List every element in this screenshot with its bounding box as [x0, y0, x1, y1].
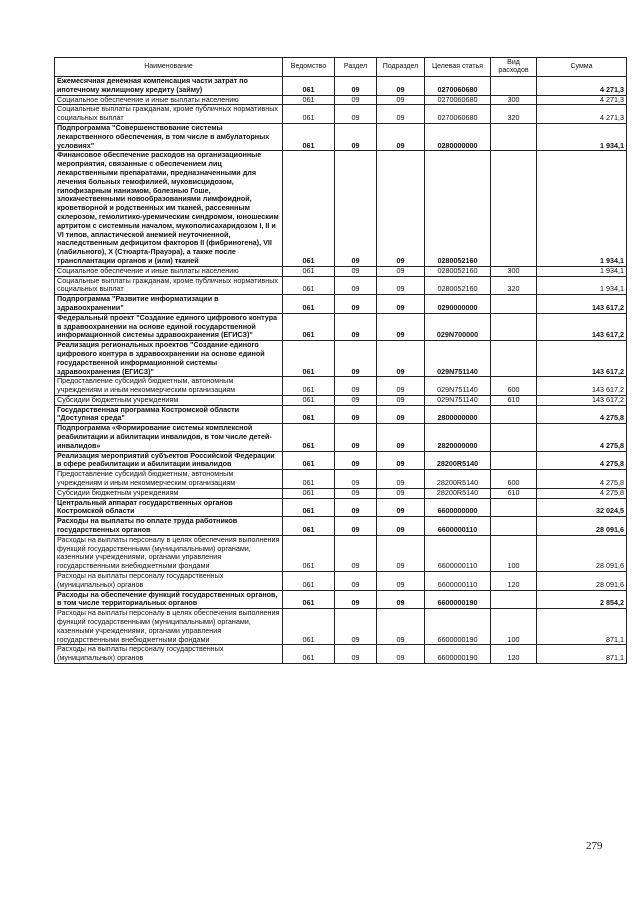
cell-dept: 061	[283, 395, 335, 405]
cell-subsection: 09	[377, 77, 425, 96]
cell-section: 09	[335, 377, 377, 396]
cell-name: Расходы на выплаты персоналу в целях обеспечения выполнения функций государственными (муниципальными) органами, казенными учреждениями, органами управления государственными внебюджетными фондами	[55, 609, 283, 645]
cell-target: 029N700000	[425, 313, 491, 340]
cell-sum: 28 091,6	[537, 572, 627, 591]
cell-exp-type	[491, 405, 537, 424]
cell-exp-type	[491, 295, 537, 314]
cell-target: 029N751140	[425, 377, 491, 396]
cell-subsection: 09	[377, 498, 425, 517]
cell-name: Центральный аппарат государственных органов Костромской области	[55, 498, 283, 517]
cell-exp-type	[491, 451, 537, 470]
table-row	[55, 77, 627, 96]
cell-dept: 061	[283, 535, 335, 571]
cell-dept: 061	[283, 424, 335, 451]
cell-dept: 061	[283, 341, 335, 377]
cell-sum: 1 934,1	[537, 276, 627, 295]
cell-section: 09	[335, 105, 377, 124]
table-row	[55, 572, 627, 591]
cell-name: Предоставление субсидий бюджетным, автономным учреждениям и иным некоммерческим организациям	[55, 377, 283, 396]
cell-exp-type	[491, 341, 537, 377]
cell-sum: 4 271,3	[537, 95, 627, 105]
cell-exp-type	[491, 424, 537, 451]
cell-sum: 4 275,8	[537, 451, 627, 470]
cell-subsection: 09	[377, 395, 425, 405]
cell-name: Подпрограмма "Развитие информатизации в здравоохранении"	[55, 295, 283, 314]
cell-dept: 061	[283, 276, 335, 295]
cell-dept: 061	[283, 609, 335, 645]
cell-name: Реализация мероприятий субъектов Российской Федерации в сфере реабилитации и абилитации инвалидов	[55, 451, 283, 470]
cell-name: Расходы на выплаты персоналу в целях обеспечения выполнения функций государственными (муниципальными) органами, казенными учреждениями, органами управления государственными внебюджетными фондами	[55, 535, 283, 571]
cell-sum: 32 024,5	[537, 498, 627, 517]
table-row	[55, 395, 627, 405]
budget-table	[54, 57, 627, 664]
header-section: Раздел	[335, 58, 377, 77]
cell-section: 09	[335, 266, 377, 276]
cell-target: 0280052160	[425, 266, 491, 276]
cell-sum: 4 271,3	[537, 105, 627, 124]
table-header-row	[55, 58, 627, 77]
cell-name: Предоставление субсидий бюджетным, автономным учреждениям и иным некоммерческим организациям	[55, 470, 283, 489]
cell-section: 09	[335, 451, 377, 470]
cell-target: 2820000000	[425, 424, 491, 451]
cell-exp-type: 300	[491, 266, 537, 276]
cell-sum: 28 091,6	[537, 535, 627, 571]
cell-exp-type: 600	[491, 377, 537, 396]
cell-subsection: 09	[377, 105, 425, 124]
cell-exp-type: 600	[491, 470, 537, 489]
cell-subsection: 09	[377, 609, 425, 645]
cell-target: 28200R5140	[425, 488, 491, 498]
cell-sum: 871,1	[537, 645, 627, 664]
cell-dept: 061	[283, 295, 335, 314]
cell-section: 09	[335, 276, 377, 295]
cell-exp-type: 100	[491, 535, 537, 571]
cell-section: 09	[335, 488, 377, 498]
cell-section: 09	[335, 313, 377, 340]
table-row	[55, 151, 627, 266]
cell-exp-type: 100	[491, 609, 537, 645]
cell-section: 09	[335, 424, 377, 451]
cell-name: Ежемесячная денежная компенсация части затрат по ипотечному жилищному кредиту (займу)	[55, 77, 283, 96]
cell-subsection: 09	[377, 470, 425, 489]
cell-section: 09	[335, 498, 377, 517]
cell-subsection: 09	[377, 151, 425, 266]
cell-subsection: 09	[377, 266, 425, 276]
cell-target: 6600000110	[425, 517, 491, 536]
cell-name: Социальное обеспечение и иные выплаты населению	[55, 95, 283, 105]
header-subsection: Подраздел	[377, 58, 425, 77]
cell-target: 029N751140	[425, 395, 491, 405]
cell-section: 09	[335, 590, 377, 609]
cell-sum: 1 934,1	[537, 123, 627, 150]
cell-dept: 061	[283, 488, 335, 498]
page-number: 279	[586, 840, 603, 852]
cell-sum: 1 934,1	[537, 151, 627, 266]
cell-dept: 061	[283, 517, 335, 536]
cell-dept: 061	[283, 123, 335, 150]
cell-name: Расходы на выплаты персоналу государственных (муниципальных) органов	[55, 645, 283, 664]
cell-dept: 061	[283, 590, 335, 609]
cell-exp-type: 320	[491, 105, 537, 124]
cell-exp-type	[491, 77, 537, 96]
cell-exp-type: 320	[491, 276, 537, 295]
cell-sum: 4 275,8	[537, 488, 627, 498]
cell-target: 0270060680	[425, 105, 491, 124]
table-row	[55, 424, 627, 451]
cell-dept: 061	[283, 77, 335, 96]
table-body	[55, 77, 627, 664]
cell-target: 029N751140	[425, 341, 491, 377]
cell-target: 6600000190	[425, 609, 491, 645]
cell-subsection: 09	[377, 451, 425, 470]
cell-exp-type	[491, 151, 537, 266]
table-row	[55, 377, 627, 396]
cell-name: Подпрограмма "Совершенствование системы лекарственного обеспечения, в том числе в амбулаторных условиях"	[55, 123, 283, 150]
cell-subsection: 09	[377, 517, 425, 536]
table-row	[55, 341, 627, 377]
cell-section: 09	[335, 95, 377, 105]
cell-section: 09	[335, 609, 377, 645]
cell-name: Расходы на выплаты персоналу государственных (муниципальных) органов	[55, 572, 283, 591]
cell-subsection: 09	[377, 405, 425, 424]
header-sum: Сумма	[537, 58, 627, 77]
cell-exp-type	[491, 123, 537, 150]
cell-section: 09	[335, 470, 377, 489]
cell-exp-type: 300	[491, 95, 537, 105]
cell-target: 0290000000	[425, 295, 491, 314]
cell-subsection: 09	[377, 341, 425, 377]
cell-section: 09	[335, 395, 377, 405]
table-row	[55, 405, 627, 424]
cell-dept: 061	[283, 95, 335, 105]
header-dept: Ведомство	[283, 58, 335, 77]
cell-target: 2800000000	[425, 405, 491, 424]
cell-exp-type	[491, 313, 537, 340]
cell-section: 09	[335, 572, 377, 591]
cell-dept: 061	[283, 645, 335, 664]
cell-subsection: 09	[377, 377, 425, 396]
cell-target: 6600000000	[425, 498, 491, 517]
table-row	[55, 517, 627, 536]
cell-name: Социальные выплаты гражданам, кроме публичных нормативных социальных выплат	[55, 105, 283, 124]
table-row	[55, 535, 627, 571]
cell-dept: 061	[283, 377, 335, 396]
table-row	[55, 488, 627, 498]
cell-sum: 143 617,2	[537, 395, 627, 405]
cell-exp-type	[491, 498, 537, 517]
cell-section: 09	[335, 405, 377, 424]
cell-subsection: 09	[377, 488, 425, 498]
cell-section: 09	[335, 123, 377, 150]
cell-target: 6600000190	[425, 590, 491, 609]
table-row	[55, 105, 627, 124]
cell-target: 6600000110	[425, 535, 491, 571]
table-row	[55, 266, 627, 276]
cell-target: 28200R5140	[425, 470, 491, 489]
cell-dept: 061	[283, 572, 335, 591]
cell-subsection: 09	[377, 572, 425, 591]
cell-name: Государственная программа Костромской области "Доступная среда"	[55, 405, 283, 424]
table-row	[55, 470, 627, 489]
cell-name: Федеральный проект "Создание единого цифрового контура в здравоохранении на основе единой государственной информационной системы здравоохранения (ЕГИСЗ)"	[55, 313, 283, 340]
cell-subsection: 09	[377, 424, 425, 451]
cell-sum: 4 275,8	[537, 405, 627, 424]
cell-exp-type: 610	[491, 488, 537, 498]
cell-dept: 061	[283, 470, 335, 489]
cell-sum: 4 275,8	[537, 470, 627, 489]
cell-sum: 143 617,2	[537, 313, 627, 340]
cell-section: 09	[335, 517, 377, 536]
cell-exp-type: 610	[491, 395, 537, 405]
cell-sum: 28 091,6	[537, 517, 627, 536]
cell-target: 0280052160	[425, 276, 491, 295]
cell-section: 09	[335, 535, 377, 571]
table-row	[55, 590, 627, 609]
cell-name: Реализация региональных проектов "Создание единого цифрового контура в здравоохранении на основе единой государственной информационной системы здравоохранения (ЕГИСЗ)"	[55, 341, 283, 377]
cell-dept: 061	[283, 151, 335, 266]
cell-dept: 061	[283, 405, 335, 424]
cell-target: 6600000190	[425, 645, 491, 664]
cell-name: Финансовое обеспечение расходов на организационные мероприятия, связанные с обеспечением лиц лекарственными препаратами, предназначенными для лечения больных гемофилией, муковисцидозом, гипофизарным нанизмом, болезнью Гоше, злокачественными новообразованиями лимфоидной, кроветворной и родственных им тканей, рассеянным склерозом, гемолитико-уремическим синдромом, юношеским артритом с системным началом, мукополисахаридозом I, II и VI типов, апластической анемией неуточненной, наследственным дефицитом факторов II (фибриногена), VII (лабильного), X (Стюарта-Прауэра), а также после трансплантации органов и (или) тканей	[55, 151, 283, 266]
table-row	[55, 609, 627, 645]
cell-subsection: 09	[377, 590, 425, 609]
cell-subsection: 09	[377, 123, 425, 150]
cell-name: Расходы на выплаты по оплате труда работников государственных органов	[55, 517, 283, 536]
cell-dept: 061	[283, 451, 335, 470]
cell-sum: 4 271,3	[537, 77, 627, 96]
table-row	[55, 295, 627, 314]
cell-dept: 061	[283, 266, 335, 276]
cell-sum: 143 617,2	[537, 341, 627, 377]
cell-dept: 061	[283, 105, 335, 124]
cell-section: 09	[335, 341, 377, 377]
cell-exp-type: 120	[491, 645, 537, 664]
cell-section: 09	[335, 295, 377, 314]
cell-name: Подпрограмма «Формирование системы комплексной реабилитации и абилитации инвалидов, в том числе детей-инвалидов»	[55, 424, 283, 451]
cell-target: 0270060680	[425, 77, 491, 96]
cell-subsection: 09	[377, 276, 425, 295]
cell-subsection: 09	[377, 295, 425, 314]
cell-sum: 1 934,1	[537, 266, 627, 276]
cell-subsection: 09	[377, 535, 425, 571]
header-target: Целевая статья	[425, 58, 491, 77]
cell-subsection: 09	[377, 645, 425, 664]
table-row	[55, 645, 627, 664]
cell-name: Социальные выплаты гражданам, кроме публичных нормативных социальных выплат	[55, 276, 283, 295]
header-name: Наименование	[55, 58, 283, 77]
cell-name: Расходы на обеспечение функций государственных органов, в том числе территориальных органов	[55, 590, 283, 609]
cell-sum: 143 617,2	[537, 295, 627, 314]
cell-sum: 871,1	[537, 609, 627, 645]
cell-target: 0270060680	[425, 95, 491, 105]
cell-sum: 2 854,2	[537, 590, 627, 609]
cell-name: Социальное обеспечение и иные выплаты населению	[55, 266, 283, 276]
cell-subsection: 09	[377, 95, 425, 105]
cell-target: 6600000110	[425, 572, 491, 591]
cell-section: 09	[335, 77, 377, 96]
cell-exp-type: 120	[491, 572, 537, 591]
cell-exp-type	[491, 517, 537, 536]
cell-sum: 143 617,2	[537, 377, 627, 396]
cell-dept: 061	[283, 498, 335, 517]
header-exp-type: Вид расходов	[491, 58, 537, 77]
cell-target: 0280000000	[425, 123, 491, 150]
cell-dept: 061	[283, 313, 335, 340]
cell-section: 09	[335, 645, 377, 664]
cell-name: Субсидии бюджетным учреждениям	[55, 488, 283, 498]
cell-target: 0280052160	[425, 151, 491, 266]
cell-name: Субсидии бюджетным учреждениям	[55, 395, 283, 405]
cell-exp-type	[491, 590, 537, 609]
cell-target: 28200R5140	[425, 451, 491, 470]
table-row	[55, 313, 627, 340]
table-row	[55, 451, 627, 470]
table-row	[55, 123, 627, 150]
cell-subsection: 09	[377, 313, 425, 340]
table-row	[55, 276, 627, 295]
cell-section: 09	[335, 151, 377, 266]
table-row	[55, 498, 627, 517]
cell-sum: 4 275,8	[537, 424, 627, 451]
